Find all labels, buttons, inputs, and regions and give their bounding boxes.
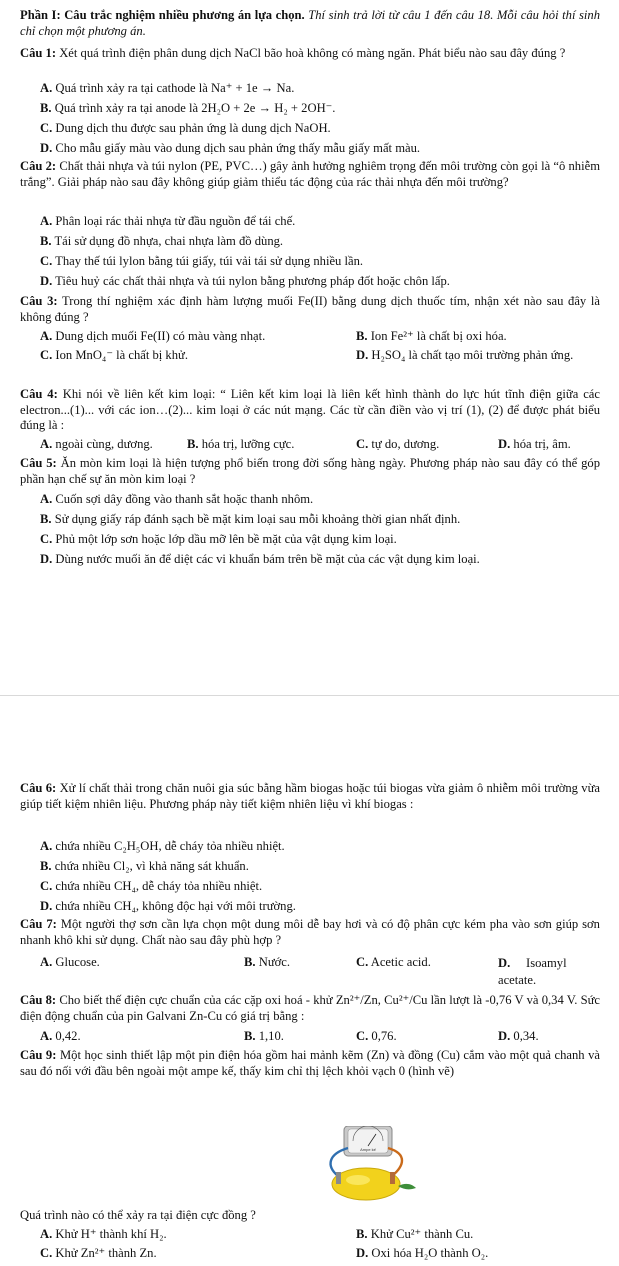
q4-option-c: C. tự do, dương. xyxy=(356,437,440,451)
page-break-divider xyxy=(0,695,619,696)
question-number: Câu 3: xyxy=(20,294,58,308)
question-text: Một học sinh thiết lập một pin điện hóa gồm hai mảnh kẽm (Zn) và đồng (Cu) cắm vào một quả chanh và sau đó nối với đầu bên ngoài một ampe kế, thấy kim chỉ thị lệch khỏi vạch 0 (hình vẽ) xyxy=(20,1048,600,1078)
question-number: Câu 9: xyxy=(20,1048,57,1062)
question-text: Xử lí chất thải trong chăn nuôi gia súc bằng hầm biogas hoặc túi biogas vừa giảm ô nhiễm môi trường vừa giúp tiết kiệm nhiên liệu. Phương pháp này tiết kiệm nhiên liệu vì khí biogas : xyxy=(20,781,600,811)
q9-option-a: A. Khử H⁺ thành khí H₂. xyxy=(40,1227,167,1241)
question-number: Câu 6: xyxy=(20,781,57,795)
q9-option-d: D. Oxi hóa H₂O thành O₂. xyxy=(356,1246,489,1260)
q9-option-b: B. Khử Cu²⁺ thành Cu. xyxy=(356,1227,474,1241)
q2-option-d: D. Tiêu huỷ các chất thải nhựa và túi nylon bằng phương pháp đốt hoặc chôn lấp. xyxy=(40,274,450,288)
q3-option-c: C. Ion MnO₄⁻ là chất bị khử. xyxy=(40,348,188,362)
q3-option-a: A. Dung dịch muối Fe(II) có màu vàng nhạt. xyxy=(40,329,266,343)
question-5 xyxy=(20,456,600,487)
question-3 xyxy=(20,294,600,325)
question-text: Trong thí nghiệm xác định hàm lượng muối Fe(II) bằng dung dịch thuốc tím, nhận xét nào sau đây là không đúng ? xyxy=(20,294,600,324)
q7-option-b: B. Nước. xyxy=(244,955,291,969)
section-header xyxy=(20,8,600,39)
q7-option-c: C. Acetic acid. xyxy=(356,955,431,969)
section-title: Phần I: Câu trắc nghiệm nhiều phương án lựa chọn. xyxy=(20,8,305,22)
question-4 xyxy=(20,387,600,434)
question-2 xyxy=(20,159,600,190)
q6-option-a: A. chứa nhiều C₂H₅OH, dễ cháy tỏa nhiều nhiệt. xyxy=(40,839,285,853)
q9-option-c: C. Khử Zn²⁺ thành Zn. xyxy=(40,1246,157,1260)
zinc-electrode xyxy=(336,1172,341,1184)
question-text: Cho biết thế điện cực chuẩn của các cặp oxi hoá - khử Zn²⁺/Zn, Cu²⁺/Cu lần lượt là -0,76 V và 0,34 V. Sức điện động chuẩn của pin Galvani Zn-Cu có giá trị bằng : xyxy=(20,993,600,1023)
q2-option-c: C. Thay thế túi lylon bằng túi giấy, túi vải tái sử dụng nhiều lần. xyxy=(40,254,364,268)
q7-option-a: A. Glucose. xyxy=(40,955,100,969)
q8-option-a: A. 0,42. xyxy=(40,1029,81,1043)
q6-option-b: B. chứa nhiều Cl₂, vì khả năng sát khuẩn. xyxy=(40,859,249,873)
q9-subquestion: Quá trình nào có thể xảy ra tại điện cực đồng ? xyxy=(20,1208,256,1222)
question-number: Câu 2: xyxy=(20,159,57,173)
q2-option-a: A. Phân loại rác thải nhựa từ đầu nguồn để tái chế. xyxy=(40,214,296,228)
question-9 xyxy=(20,1048,600,1079)
q3-option-d: D. H₂SO₄ là chất tạo môi trường phản ứng. xyxy=(356,348,574,362)
q1-option-b: B. Quá trình xảy ra tại anode là 2H₂O + 2e → H₂ + 2OH⁻. xyxy=(40,101,336,115)
lemon-highlight xyxy=(346,1175,370,1185)
ammeter-label: Ampe kế xyxy=(360,1147,376,1152)
lemon xyxy=(332,1168,400,1200)
question-7 xyxy=(20,917,600,948)
question-number: Câu 5: xyxy=(20,456,57,470)
q1-option-a: A. Quá trình xảy ra tại cathode là Na⁺ + 1e → Na. xyxy=(40,81,295,95)
q6-option-d: D. chứa nhiều CH₄, không độc hại với môi trường. xyxy=(40,899,296,913)
question-number: Câu 8: xyxy=(20,993,57,1007)
q8-option-c: C. 0,76. xyxy=(356,1029,397,1043)
lemon-leaf xyxy=(398,1184,416,1189)
question-text: Xét quá trình điện phân dung dịch NaCl bão hoà không có màng ngăn. Phát biểu nào sau đây đúng ? xyxy=(59,46,566,60)
q5-option-c: C. Phủ một lớp sơn hoặc lớp dầu mỡ lên bề mặt của vật dụng kim loại. xyxy=(40,532,397,546)
q3-option-b: B. Ion Fe²⁺ là chất bị oxi hóa. xyxy=(356,329,507,343)
q8-option-d: D. 0,34. xyxy=(498,1029,539,1043)
question-8 xyxy=(20,993,600,1024)
q1-option-d: D. Cho mẫu giấy màu vào dung dịch sau phản ứng thấy mẫu giấy mất màu. xyxy=(40,141,421,155)
question-text: Khi nói về liên kết kim loại: “ Liên kết kim loại là liên kết hình thành do lực hút tĩnh điện giữa các electron...(1)... với các ion…(2)... kim loại ở các nút mạng. Các từ cần điền vào vị trí (1), (2) để được phát biểu đúng là : xyxy=(20,387,600,433)
q4-option-d: D. hóa trị, âm. xyxy=(498,437,571,451)
lemon-battery-figure xyxy=(308,1126,428,1202)
question-number: Câu 4: xyxy=(20,387,58,401)
q4-option-b: B. hóa trị, lưỡng cực. xyxy=(187,437,295,451)
q2-option-b: B. Tái sử dụng đồ nhựa, chai nhựa làm đồ dùng. xyxy=(40,234,284,248)
question-text: Một người thợ sơn cần lựa chọn một dung môi dễ bay hơi và có độ phân cực kém pha vào sơn giúp sơn nhanh khô khi sử dụng. Chất nào sau đây phù hợp ? xyxy=(20,917,600,947)
question-number: Câu 1: xyxy=(20,46,57,60)
question-number: Câu 7: xyxy=(20,917,57,931)
q1-option-c: C. Dung dịch thu được sau phản ứng là dung dịch NaOH. xyxy=(40,121,331,135)
q5-option-d: D. Dùng nước muối ăn để diệt các vi khuẩn bám trên bề mặt của các vật dụng kim loại. xyxy=(40,552,480,566)
copper-electrode xyxy=(390,1172,395,1184)
q7-option-d: D. Isoamyl acetate. xyxy=(498,956,567,987)
section-instruction: Thí sinh trả lời từ câu 1 đến câu 18. Mỗi câu hỏi thí sinh chỉ chọn một phương án. xyxy=(20,8,600,38)
q6-option-c: C. chứa nhiều CH₄, dễ cháy tỏa nhiều nhiệt. xyxy=(40,879,263,893)
question-6 xyxy=(20,781,600,812)
q5-option-a: A. Cuốn sợi dây đồng vào thanh sắt hoặc thanh nhôm. xyxy=(40,492,314,506)
question-text: Ăn mòn kim loại là hiện tượng phổ biến trong đời sống hàng ngày. Phương pháp nào sau đây có thể góp phần hạn chế sự ăn mòn kim loại ? xyxy=(20,456,600,486)
question-text: Chất thải nhựa và túi nylon (PE, PVC…) gây ảnh hưởng nghiêm trọng đến môi trường còn gọi là “ô nhiễm trắng”. Giải pháp nào sau đây không giúp giảm thiểu tác động của rác thải nhựa đến môi trường? xyxy=(20,159,600,189)
q8-option-b: B. 1,10. xyxy=(244,1029,284,1043)
question-1 xyxy=(20,46,600,62)
q4-option-a: A. ngoài cùng, dương. xyxy=(40,437,153,451)
q5-option-b: B. Sử dụng giấy ráp đánh sạch bề mặt kim loại sau mỗi khoảng thời gian nhất định. xyxy=(40,512,461,526)
